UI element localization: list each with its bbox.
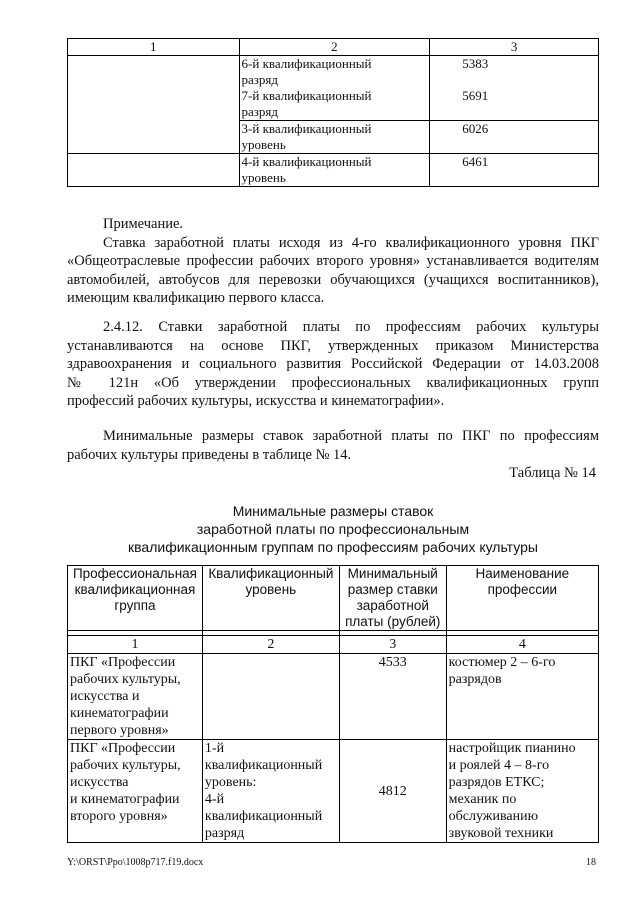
table-title-line: квалификационным группам по профессиям рабочих культуры [128, 539, 538, 555]
cell-line: искусства [70, 775, 129, 790]
value-cell: 6461 [430, 154, 599, 187]
continuation-table [67, 38, 599, 187]
section-line: устанавливаются на основе ПКГ, утвержденных приказом Министерства [67, 337, 599, 354]
value-line: 5383 [462, 56, 489, 71]
cell-line: второго уровня» [70, 809, 168, 824]
cell-line: обслуживанию [448, 809, 539, 824]
table-row [68, 740, 599, 843]
cell-line: ПКГ «Профессии [70, 741, 176, 756]
group-cell [68, 654, 203, 740]
cell-line: искусства и [70, 689, 140, 704]
table-row [68, 154, 599, 187]
level-cell [202, 740, 339, 843]
level-line: 6-й квалификационный [241, 56, 372, 71]
table-number-row [68, 636, 599, 654]
header-level [202, 566, 339, 631]
column-number: 3 [339, 636, 446, 654]
column-number: 1 [68, 39, 240, 56]
cell-line: разряд [204, 826, 245, 841]
level-cell [202, 654, 339, 740]
section-line: здравоохранения и социального развития Российской Федерации от 14.03.2008 [67, 356, 599, 372]
table-row [68, 654, 599, 740]
column-number: 3 [430, 39, 599, 56]
value-line: 5691 [462, 88, 489, 103]
header-line: платы (рублей) [345, 614, 441, 629]
cell-line: рабочих культуры, [70, 672, 181, 687]
cell-line: звуковой техники [448, 826, 554, 841]
header-line: Наименование [475, 566, 570, 581]
section-line: 2.4.12. Ставки заработной платы по профессиям рабочих культуры [103, 319, 599, 335]
level-line: 7-й квалификационный [241, 88, 372, 103]
header-min-rate [339, 566, 446, 631]
paragraph-line: рабочих культуры приведены в таблице № 14. [67, 446, 352, 463]
cell-line: квалификационный [204, 758, 323, 773]
group-cell [68, 740, 203, 843]
section-2-4-12 [67, 318, 599, 411]
level-cell [239, 56, 430, 121]
cell-line: разрядов [448, 672, 502, 687]
cell-line: механик по [448, 792, 517, 807]
cell-line: и кинематографии [70, 792, 180, 807]
paragraph-line: Минимальные размеры ставок заработной платы по ПКГ по профессиям [103, 428, 599, 444]
cell-line: ПКГ «Профессии [70, 655, 176, 670]
cell-line: 4-й [204, 792, 225, 807]
column-number: 1 [68, 636, 203, 654]
table-row [68, 56, 599, 121]
column-number: 4 [446, 636, 598, 654]
level-cell [239, 154, 430, 187]
level-line: разряд [241, 72, 279, 87]
empty-cell [68, 56, 240, 154]
note-line: автомобилей, автобусов для перевозки обучающихся (учащихся воспитанников), [67, 271, 599, 288]
header-line: квалификационная [74, 582, 196, 597]
cell-line: уровень: [204, 775, 257, 790]
header-line: размер ставки [347, 582, 438, 597]
value-text: 4812 [378, 783, 407, 799]
level-line: уровень [241, 170, 286, 185]
level-line: 4-й квалификационный [241, 154, 372, 169]
table-title [67, 502, 599, 556]
empty-cell [68, 154, 240, 187]
value-cell [339, 740, 446, 843]
note-block [67, 215, 599, 308]
table-header-row [68, 39, 599, 56]
header-line: группа [114, 598, 156, 613]
level-line: разряд [241, 104, 279, 119]
value-cell: 4533 [339, 654, 446, 740]
table-title-line: Минимальные размеры ставок [232, 503, 434, 519]
page-number: 18 [586, 857, 596, 868]
min-sizes-paragraph [67, 427, 599, 464]
cell-line: кинематографии [70, 706, 169, 721]
value-cell [430, 56, 599, 121]
section-line: профессий рабочих культуры, искусства и кинематографии». [67, 393, 445, 409]
header-line: Профессиональная [72, 566, 197, 581]
cell-line: 1-й [204, 741, 225, 756]
level-cell [239, 121, 430, 154]
table-label: Таблица № 14 [509, 465, 596, 481]
level-line: уровень [241, 137, 286, 152]
column-number: 2 [202, 636, 339, 654]
footer-path: Y:\ORST\Ppo\1008p717.f19.docx [67, 857, 204, 868]
header-line: заработной [356, 598, 429, 613]
header-line: Минимальный [347, 566, 438, 581]
table-header-row [68, 566, 599, 631]
profession-cell [446, 740, 598, 843]
cell-line: квалификационный [204, 809, 323, 824]
note-line: Ставка заработной платы исходя из 4-го квалификационного уровня ПКГ [103, 234, 599, 251]
value-cell: 6026 [430, 121, 599, 154]
note-line: имеющим квалификацию первого класса. [67, 290, 325, 306]
table-14 [67, 565, 599, 843]
cell-line: разрядов ЕТКС; [448, 775, 545, 790]
table-title-line: заработной платы по профессиональным [196, 521, 470, 537]
profession-cell [446, 654, 598, 740]
header-line: Квалификационный [208, 566, 334, 581]
column-number: 2 [239, 39, 430, 56]
cell-line: и роялей 4 – 8-го [448, 758, 550, 773]
header-line: уровень [245, 582, 297, 597]
cell-line: костюмер 2 – 6-го [448, 655, 556, 670]
cell-line: первого уровня» [70, 723, 169, 738]
header-line: профессии [487, 582, 558, 597]
note-line: «Общеотраслевые профессии рабочих второго уровня» устанавливается водителям [67, 253, 599, 269]
cell-line: настройщик пианино [448, 741, 576, 756]
level-line: 3-й квалификационный [241, 121, 372, 136]
cell-line: рабочих культуры, [70, 758, 181, 773]
header-group [68, 566, 203, 631]
section-line: № 121н «Об утверждении профессиональных квалификационных групп [67, 374, 599, 391]
header-profession [446, 566, 598, 631]
note-title: Примечание. [103, 216, 184, 232]
